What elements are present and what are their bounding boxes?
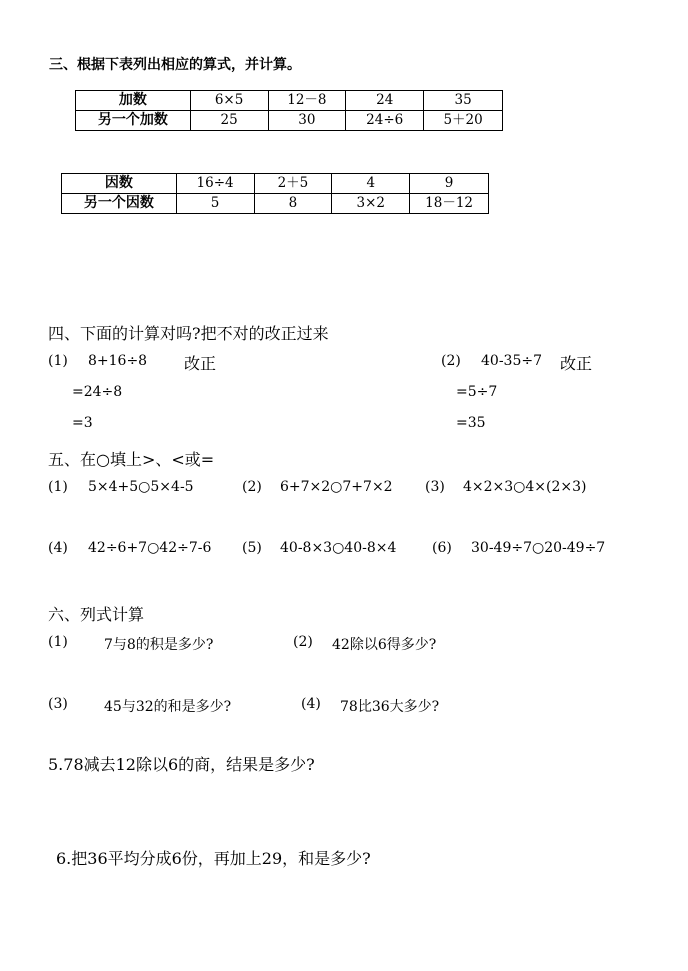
table-cell: 24 [346,91,424,111]
problem-number: (1) [48,634,68,650]
table-cell: 5＋20 [424,111,503,131]
correction-label: 改正 [184,354,217,373]
section4-title: 四、下面的计算对吗?把不对的改正过来 [48,324,329,343]
problem-number: (6) [432,540,452,556]
question-5: 5.78减去12除以6的商，结果是多少? [48,755,315,774]
compare-expression: 30-49÷7○20-49÷7 [471,540,606,556]
table-cell: 5 [176,194,254,214]
problem-number: (4) [48,540,68,556]
section5-title: 五、在○填上>、<或= [48,450,215,469]
problem-number: (5) [242,540,262,556]
problem-expression: 8+16÷8 [88,353,148,369]
table-cell: 8 [254,194,332,214]
table-cell: 9 [410,174,489,194]
compare-expression: 4×2×3○4×(2×3) [463,479,587,495]
step-line: =5÷7 [456,384,498,400]
section3-title: 三、根据下表列出相应的算式，并计算。 [49,57,301,73]
table-cell: 12－8 [268,91,346,111]
problem-expression: 40-35÷7 [481,353,542,369]
table-cell: 6×5 [190,91,268,111]
question-6: 6.把36平均分成6份，再加上29，和是多少? [56,849,371,868]
compare-expression: 6+7×2○7+7×2 [280,479,393,495]
table-row [62,174,489,194]
table-cell: 因数 [62,174,177,194]
table-cell: 3×2 [332,194,410,214]
table-cell: 16÷4 [176,174,254,194]
problem-number: (1) [48,353,68,369]
compare-expression: 5×4+5○5×4-5 [88,479,194,495]
word-problem: 42除以6得多少? [332,637,437,653]
word-problem: 45与32的和是多少? [104,699,232,715]
factor-table [61,173,489,214]
problem-number: (2) [293,634,313,650]
table-cell: 18－12 [410,194,489,214]
table-cell: 2＋5 [254,174,332,194]
table-cell: 35 [424,91,503,111]
step-line: =24÷8 [72,384,123,400]
problem-number: (3) [425,479,445,495]
table-row [76,111,503,131]
table-cell: 30 [268,111,346,131]
problem-number: (3) [48,696,68,712]
problem-number: (1) [48,479,68,495]
problem-number: (2) [242,479,262,495]
table-cell: 另一个加数 [76,111,191,131]
word-problem: 78比36大多少? [340,699,440,715]
compare-expression: 40-8×3○40-8×4 [280,540,397,556]
problem-number: (2) [441,353,461,369]
table-cell: 另一个因数 [62,194,177,214]
section6-title: 六、列式计算 [48,605,145,624]
correction-label: 改正 [560,354,593,373]
problem-number: (4) [301,696,321,712]
table-row [76,91,503,111]
compare-expression: 42÷6+7○42÷7-6 [88,540,212,556]
addend-table [75,90,503,131]
table-cell: 4 [332,174,410,194]
table-cell: 24÷6 [346,111,424,131]
table-cell: 加数 [76,91,191,111]
table-row [62,194,489,214]
word-problem: 7与8的积是多少? [104,637,214,653]
table-cell: 25 [190,111,268,131]
step-line: =3 [72,415,93,431]
step-line: =35 [456,415,486,431]
